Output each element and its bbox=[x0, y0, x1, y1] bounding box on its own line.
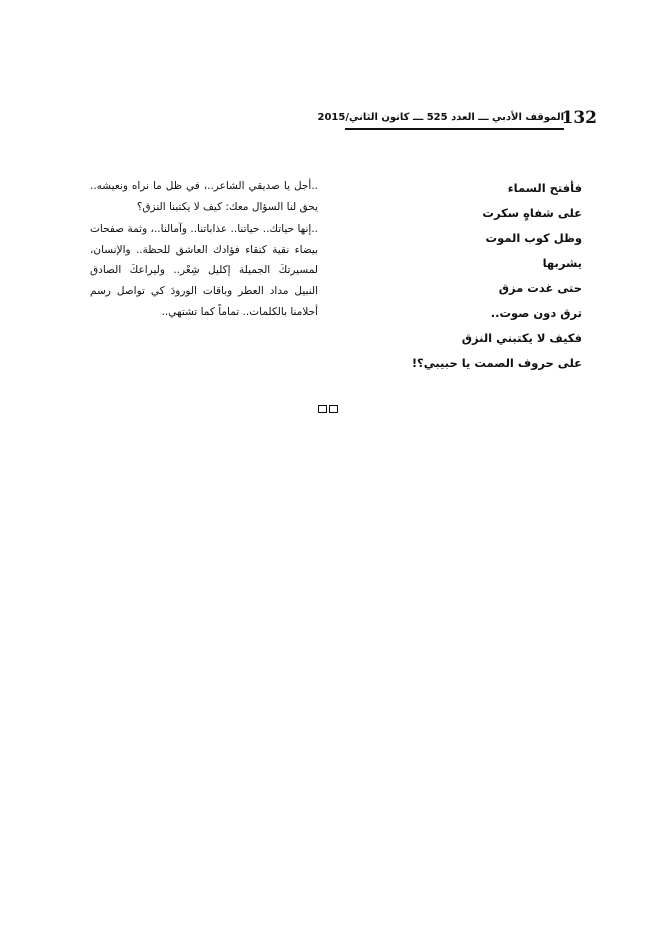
prose-paragraph: ..إنها حياتك.. حياتنا.. عذاباتنا.. وآمالنا..، وثمة صفحات بيضاء نقية كنقاء فؤادك العاشق للحظة.. والإنسان، لمسيرتكَ الجميلة إكليل شِعْر.. وليراعكَ الصادق النبيل مداد العطر وباقات الورودَ كي تواصل رسم أحلامنا بالكلمات.. تماماً كما تشتهي.. bbox=[90, 223, 318, 318]
poem-line: ترق دون صوت.. bbox=[490, 306, 582, 320]
poem-line: حتى غدت مزق bbox=[498, 281, 582, 295]
page-number: 132 bbox=[561, 108, 597, 128]
prose-paragraph: ..أجل يا صديقي الشاعر..، في ظل ما نراه ونعيشه.. يحق لنا السؤال معك: كيف لا يكتبنا النزق؟ bbox=[90, 180, 318, 213]
poem-line: على حروف الصمت يا حبيبي؟! bbox=[411, 356, 582, 370]
poem-line: على شفاهٍ سكرت bbox=[482, 206, 582, 220]
square-icon bbox=[329, 405, 338, 413]
poem-line: يشربها bbox=[542, 256, 582, 270]
header-rule bbox=[345, 128, 564, 130]
square-icon bbox=[318, 405, 327, 413]
poem-line: وظل كوب الموت bbox=[485, 231, 582, 245]
poem-line: فكيف لا يكتبني النزق bbox=[461, 331, 582, 345]
prose-column bbox=[90, 176, 318, 322]
running-title: الموقف الأدبي ـــ العدد 525 ـــ كانون الثاني/2015 bbox=[317, 112, 564, 123]
poem-line: فأفتح السماء bbox=[507, 181, 582, 195]
poem-column bbox=[382, 176, 582, 376]
end-mark-icon bbox=[318, 405, 338, 413]
